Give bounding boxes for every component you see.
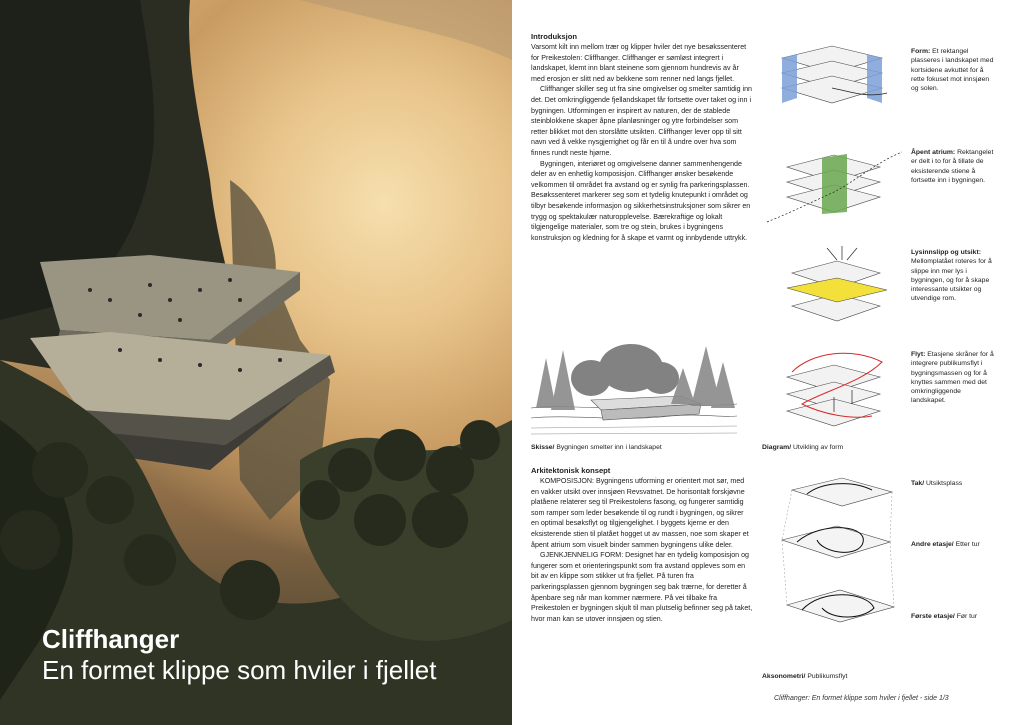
axo-label-first-floor: Første etasje/ Før tur	[911, 613, 978, 620]
diagram-flow-label: Flyt: Etasjene skråner for å integrere publikumsflyt i bygningsmassen og for å knyttes sammen med det omkringliggende landskapet.	[911, 351, 994, 405]
diagram-light	[762, 238, 908, 338]
intro-paragraph-2: Cliffhanger skiller seg ut fra sine omgivelser og smelter samtidig inn det. Det omkringliggende fjellandskapet får fortsette over taket og inn i bygningen. Utformingen er inspirert av naturen, der de stablede steinblokkene skaper åpne planløsninger og ytre forbindelser som retter blikket mot den storslåtte utsikten. Cliffhanger lever opp til sitt navn ved å vekke nysgjerrighet og får en til å undre over hva som finnes rundt neste hjørne.	[531, 85, 752, 157]
diagram-flow	[762, 342, 908, 442]
axonometry-caption: Aksonometri/ Publikumsflyt	[762, 673, 848, 680]
intro-heading: Introduksjon	[531, 32, 577, 41]
concept-paragraph-2: GJENKJENNELIG FORM: Designet har en tydelig komposisjon og fungerer som et orienteringspunkt som fra avstand oppleves som en bit av en klippe som stikker ut fra fjellet. På turen fra parkeringsplassen gjennom bygningen seg bak trærne, for deretter å åpenbare seg når man kommer nærmere. På vei tilbake fra Preikestolen er bygningen skjult til man plutselig befinner seg på taket, hvor man kan se utover innsjøen og stien.	[531, 551, 753, 623]
intro-section	[531, 31, 753, 243]
axo-label-roof: Tak/ Utsiktsplass	[911, 480, 963, 487]
concept-paragraph-1: KOMPOSISJON: Bygningens utforming er orientert mot sør, med en vakker utsikt over innsjøen Revsvatnet. De horisontalt forskjøvne platåene relaterer seg til Preikestolens fasong, og fungerer samtidig som ramper som leder besøkende til og rundt i bygningen, og sikrer en optimal besøksflyt og tilgjengelighet. I byggets kjerne er den eksisterende stien til platået hogget ut av massen, noe som skaper et åpent atrium som visuelt binder sammen bygningens ulike deler.	[531, 477, 749, 549]
diagram-atrium-label: Åpent atrium: Rektangelet er delt i to for å tillate de eksisterende stiene å fortsette inn i bygningen.	[911, 149, 994, 184]
hero-title: Cliffhanger	[42, 624, 180, 654]
concept-heading: Arkitektonisk konsept	[531, 466, 611, 475]
page-footer: Cliffhanger: En formet klippe som hviler i fjellet - side 1/3	[774, 695, 949, 702]
diagram-form-label: Form: Et rektangel plasseres i landskapet med kortsidene avkuttet for å rette fokuset mot innsjøen og solen.	[911, 48, 994, 93]
axonometry-drawing	[762, 470, 908, 660]
concept-section	[531, 465, 753, 624]
intro-paragraph-1: Varsomt kilt inn mellom trær og klipper hviler det nye besøkssenteret for Preikestolen: Cliffhanger. Cliffhanger er sømløst integrert i landskapet, klemt inn blant steinene som gjennom hundrevis av år med erosjon er slitt ned av bekkene som renner ned langs fjellet.	[531, 43, 747, 83]
diagram-caption: Diagram/ Utvikling av form	[762, 444, 844, 451]
diagram-light-label: Lysinnslipp og utsikt: Mellomplatået roteres for å slippe inn mer lys i bygningen, og for å skape interessante utsikter og utvendige rom.	[911, 249, 992, 303]
diagram-form	[762, 28, 908, 128]
diagram-atrium	[762, 132, 908, 232]
atrium-accent	[822, 154, 847, 214]
sketch-caption: Skisse/ Bygningen smelter inn i landskapet	[531, 444, 662, 451]
intro-paragraph-3: Bygningen, interiøret og omgivelsene danner sammenhengende deler av en enhetlig komposisjon. Cliffhanger ønsker besøkende velkommen til området fra avstand og er synlig fra parkeringsplassen. Besøkssenteret markerer seg som et tydelig knutepunkt i området og tilbyr besøkende informasjon og sikkerhetsinstruksjoner som sikrer en trygg og spektakulær naturopplevelse. Bærekraftige og lokalt tilgjengelige materialer, som tre og stein, brukes i bygningens konstruksjon og kledning for å skape et varmt og innbydende uttrykk.	[531, 159, 751, 242]
hero-subtitle: En formet klippe som hviler i fjellet	[42, 655, 437, 685]
landscape-sketch	[531, 338, 737, 440]
light-accent	[787, 278, 887, 302]
axo-label-second-floor: Andre etasje/ Etter tur	[911, 541, 980, 548]
